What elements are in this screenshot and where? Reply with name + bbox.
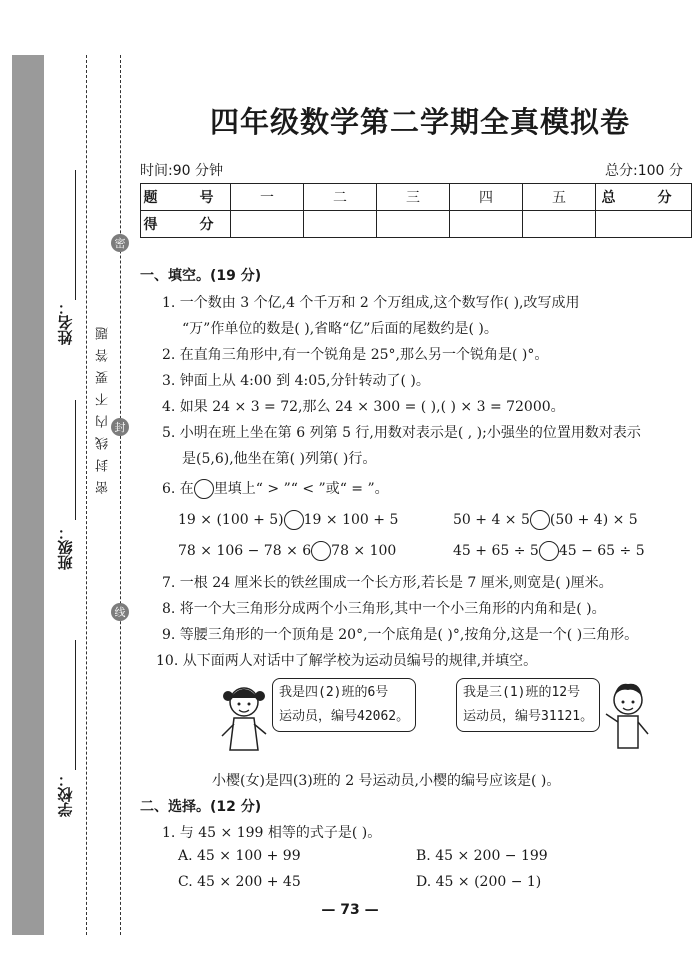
comparison-circle[interactable] [284, 510, 304, 530]
score-table-header-row [141, 184, 692, 211]
comparison-item [453, 510, 638, 530]
comparison-circle[interactable] [530, 510, 550, 530]
comparison-circle[interactable] [311, 541, 331, 561]
comparison-right: 19 × 100 + 5 [303, 512, 399, 528]
question-7: 7. 一根 24 厘米长的铁丝围成一个长方形,若长是 7 厘米,则宽是( )厘米。 [162, 575, 613, 591]
comparison-left: 45 + 65 ÷ 5 [453, 543, 539, 559]
question-6-suffix: 里填上“ > ”“ < ”或“ = ”。 [213, 481, 389, 497]
girl-speech-line: 我是四(2)班的6号 [279, 685, 389, 700]
question-10-answer: 小樱(女)是四(3)班的 2 号运动员,小樱的编号应该是( )。 [212, 773, 561, 789]
question-3: 3. 钟面上从 4:00 到 4:05,分针转动了( )。 [162, 373, 430, 389]
score-table-score-row [141, 211, 692, 238]
score-cell[interactable] [304, 211, 377, 238]
boy-illustration [604, 676, 652, 756]
choice-question-1: 1. 与 45 × 199 相等的式子是( )。 [162, 825, 382, 841]
page-number: — 73 — [321, 902, 379, 918]
comparison-left: 50 + 4 × 5 [453, 512, 530, 528]
comparison-circle [194, 479, 214, 499]
question-9: 9. 等腰三角形的一个顶角是 20°,一个底角是( )°,按角分,这是一个( )三角形。 [162, 627, 639, 643]
boy-speech-bubble [456, 678, 600, 732]
score-header-cell: 总 分 [596, 184, 692, 211]
question-5-line-2: 是(5,6),他坐在第( )列第( )行。 [182, 451, 377, 467]
comparison-item [178, 510, 398, 530]
question-1-line-2: “万”作单位的数是( ),省略“亿”后面的尾数约是( )。 [182, 321, 498, 337]
seal-notice: 密封线内不要答题 [96, 318, 111, 494]
question-6 [162, 478, 389, 499]
comparison-right: 78 × 100 [331, 543, 397, 559]
girl-speech-bubble [272, 678, 416, 732]
comparison-left: 78 × 106 − 78 × 6 [178, 543, 312, 559]
comparison-right: 45 − 65 ÷ 5 [558, 543, 645, 559]
girl-speech-line: 运动员，编号42062。 [279, 709, 410, 724]
school-fill-line [75, 640, 76, 770]
page-title: 四年级数学第二学期全真模拟卷 [209, 105, 630, 139]
question-2: 2. 在直角三角形中,有一个锐角是 25°,那么另一个锐角是( )°。 [162, 347, 549, 363]
score-cell[interactable] [450, 211, 523, 238]
score-header-cell: 题 号 [141, 184, 231, 211]
seal-mark-mi: 密 [111, 234, 129, 252]
class-fill-line [75, 400, 76, 520]
exam-time: 时间:90 分钟 [140, 163, 223, 179]
score-header-cell: 五 [523, 184, 596, 211]
choice-option-d[interactable]: D. 45 × (200 − 1) [416, 874, 542, 890]
dashed-seal-line [120, 55, 121, 935]
class-label: 班级： [56, 525, 75, 570]
question-5-line-1: 5. 小明在班上坐在第 6 列第 5 行,用数对表示是( , );小强坐的位置用数对表示 [162, 425, 641, 441]
question-10: 10. 从下面两人对话中了解学校为运动员编号的规律,并填空。 [156, 653, 538, 669]
score-table [140, 183, 692, 238]
total-score: 总分:100 分 [605, 163, 683, 179]
score-cell[interactable] [596, 211, 692, 238]
dashed-binding-line [86, 55, 87, 935]
score-row-label: 得 分 [141, 211, 231, 238]
question-4: 4. 如果 24 × 3 = 72,那么 24 × 300 = ( ),( ) × 3 = 72000。 [162, 399, 565, 415]
seal-mark-feng: 封 [111, 418, 129, 436]
boy-speech-line: 运动员，编号31121。 [463, 709, 594, 724]
score-header-cell: 二 [304, 184, 377, 211]
score-cell[interactable] [523, 211, 596, 238]
boy-speech-line: 我是三(1)班的12号 [463, 685, 581, 700]
choice-option-c[interactable]: C. 45 × 200 + 45 [178, 874, 301, 890]
comparison-item [453, 541, 645, 561]
choice-option-b[interactable]: B. 45 × 200 − 199 [416, 848, 548, 864]
name-fill-line [75, 170, 76, 300]
comparison-right: (50 + 4) × 5 [549, 512, 638, 528]
comparison-circle[interactable] [539, 541, 559, 561]
girl-illustration [220, 676, 268, 756]
binding-strip [12, 55, 44, 935]
school-label: 学校： [56, 772, 75, 817]
question-1-line-1: 1. 一个数由 3 个亿,4 个千万和 2 个万组成,这个数写作( ),改写成用 [162, 295, 580, 311]
comparison-left: 19 × (100 + 5) [178, 512, 284, 528]
section-heading-fill-blank: 一、填空。(19 分) [140, 268, 262, 284]
score-header-cell: 四 [450, 184, 523, 211]
question-6-prefix: 6. 在 [162, 481, 194, 497]
comparison-item [178, 541, 396, 561]
question-8: 8. 将一个大三角形分成两个小三角形,其中一个小三角形的内角和是( )。 [162, 601, 606, 617]
score-header-cell: 三 [377, 184, 450, 211]
choice-option-a[interactable]: A. 45 × 100 + 99 [178, 848, 301, 864]
score-cell[interactable] [231, 211, 304, 238]
score-cell[interactable] [377, 211, 450, 238]
score-header-cell: 一 [231, 184, 304, 211]
section-heading-choice: 二、选择。(12 分) [140, 799, 262, 815]
name-label: 姓名： [56, 300, 75, 345]
seal-mark-xian: 线 [111, 603, 129, 621]
